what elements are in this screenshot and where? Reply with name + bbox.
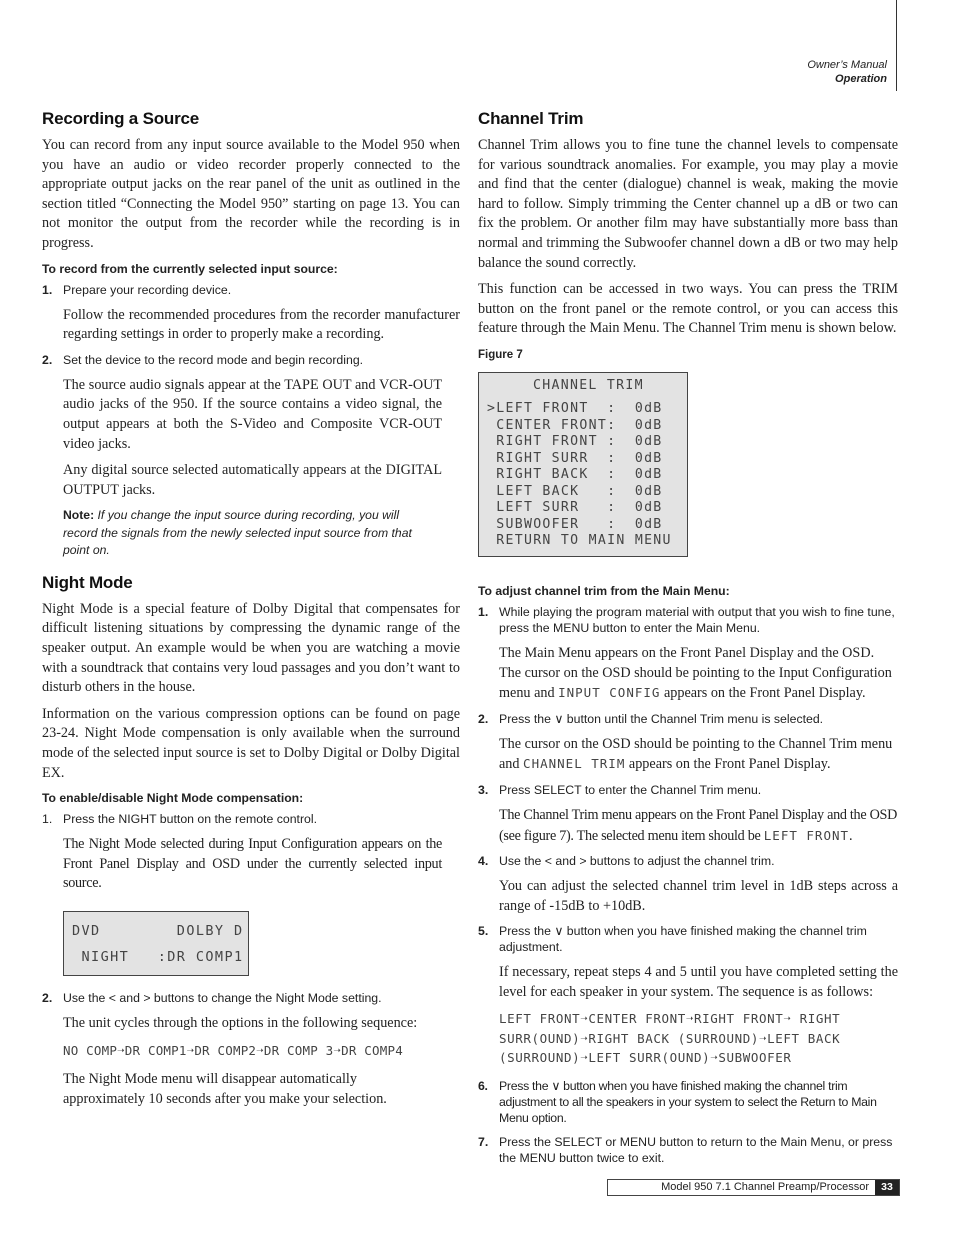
night-subhead: To enable/disable Night Mode compensation:	[42, 791, 304, 806]
trim-step-3-detail: The Channel Trim menu appears on the Front Panel Display and the OSD (see figure 7). The selected menu item should be LEFT FRONT.	[499, 806, 898, 844]
display-title: CHANNEL TRIM	[533, 377, 644, 393]
step-number: 1.	[42, 282, 53, 297]
step-text: Press the SELECT or MENU button to return to the Main Menu, or press the MENU button twice to exit.	[499, 1134, 893, 1165]
recording-intro: You can record from any input source available to the Model 950 when you have an audio or video recorder properly connected to the appropriate output jacks on the rear panel of the unit as outlined in the section titled “Connecting the Model 950” starting on page 13. You can not monitor the output from the recorder while the recording is in progress.	[42, 137, 460, 251]
display-line: DVD DOLBY D	[72, 922, 244, 939]
display-line: NIGHT :DR COMP1	[72, 948, 244, 965]
display-line: RETURN TO MAIN MENU	[487, 533, 672, 549]
night-intro: Night Mode is a special feature of Dolby Digital that compensates for difficult listening situations by compressing the dynamic range of the speaker output. An example would be when you are watching a movie with a soundtrack that contains very loud passages and you don’t want to disturb others in the house.	[42, 600, 460, 696]
header-rule	[896, 0, 897, 91]
input-config-mono: INPUT CONFIG	[558, 685, 661, 701]
trim-step-7	[478, 1134, 898, 1166]
recording-step-1-detail: Follow the recommended procedures from the recorder manufacturer regarding settings in order to properly make a recording.	[63, 306, 460, 343]
step-number: 4.	[478, 854, 489, 869]
recording-step-1	[42, 282, 460, 298]
night-step-2	[42, 990, 460, 1006]
left-front-mono: LEFT FRONT	[763, 827, 850, 843]
speaker-sequence: LEFT FRONT➝CENTER FRONT➝RIGHT FRONT➝ RIGHT SURR(OUND)➝RIGHT BACK (SURROUND)➝LEFT BACK (SURROUND)➝LEFT SURR(OUND)➝SUBWOOFER	[499, 1011, 841, 1066]
channel-trim-access: This function can be accessed in two ways. You can press the TRIM button on the front panel or the remote control, or you can access this feature through the Main Menu. The Channel Trim menu is shown below.	[478, 281, 898, 337]
channel-trim-mono: CHANNEL TRIM	[523, 756, 626, 772]
trim-step-2-detail: The cursor on the OSD should be pointing to the Channel Trim menu and CHANNEL TRIM appears on the Front Panel Display.	[499, 735, 893, 773]
display-line: LEFT BACK : 0dB	[487, 483, 663, 499]
step-text: Set the device to the record mode and begin recording.	[63, 352, 364, 367]
step-text: Use the < and > buttons to change the Night Mode setting.	[63, 990, 382, 1005]
step-number: 1.	[478, 604, 489, 619]
step-text: Press the ∨ button when you have finished making the channel trim adjustment.	[499, 924, 867, 955]
step-number: 1.	[42, 812, 53, 827]
channel-trim-display	[478, 372, 688, 557]
step-text: Press SELECT to enter the Channel Trim menu.	[499, 782, 762, 797]
display-line: RIGHT FRONT : 0dB	[487, 434, 663, 450]
header-manual: Owner’s Manual	[807, 59, 887, 71]
step-number: 7.	[478, 1134, 489, 1149]
channel-trim-heading: Channel Trim	[478, 109, 584, 128]
note-label: Note:	[63, 508, 95, 523]
step-number: 6.	[478, 1078, 488, 1093]
trim-step-4-detail: You can adjust the selected channel trim level in 1dB steps across a range of -15dB to +10dB.	[499, 878, 898, 914]
night-mode-heading: Night Mode	[42, 572, 133, 592]
step-number: 2.	[42, 990, 53, 1005]
step-text: Press the ∨ button when you have finished making the channel trim adjustment to all the speakers in your system to select the Return to Main Menu option.	[499, 1078, 877, 1125]
night-info: Information on the various compression options can be found on page 23-24. Night Mode compensation is only available when the surround mode of the selected input source is set to Dolby Digital or Dolby Digital EX.	[42, 705, 460, 781]
page-number: 33	[875, 1180, 899, 1195]
step-number: 2.	[478, 711, 489, 726]
note-text: If you change the input source during recording, you will record the signals from the newly selected input source from that point on.	[63, 508, 412, 558]
display-line: RIGHT SURR : 0dB	[487, 450, 663, 466]
step-number: 2.	[42, 352, 53, 367]
step-text: Prepare your recording device.	[63, 282, 232, 297]
display-line: SUBWOOFER : 0dB	[487, 516, 663, 532]
step-number: 5.	[478, 924, 489, 939]
trim-step-1-detail: The Main Menu appears on the Front Panel Display and the OSD. The cursor on the OSD should be pointing to the Input Configuration menu and INPUT CONFIG appears on the Front Panel Display.	[499, 644, 892, 702]
channel-trim-intro: Channel Trim allows you to fine tune the channel levels to compensate for various soundtrack anomalies. For example, you may play a movie and find that the center (dialogue) channel is weak, making the movie hard to follow. Simply trimming the Center channel up a dB or two can fix the problem. Or another film may have substantially more bass than normal and trimming the Subwoofer channel down a dB or two may help balance the sound correctly.	[478, 137, 898, 271]
header-section: Operation	[835, 73, 887, 85]
display-line: RIGHT BACK : 0dB	[487, 467, 663, 483]
step-text: Press the NIGHT button on the remote control.	[63, 812, 318, 827]
trim-step-5-detail: If necessary, repeat steps 4 and 5 until you have completed setting the level for each speaker in your system. The sequence is as follows:	[499, 964, 898, 1000]
left-column	[42, 108, 460, 1116]
recording-step-2-detail: The source audio signals appear at the TAPE OUT and VCR-OUT audio jacks of the 950. If the source contains a video signal, the output appears at both the S-Video and Composite VCR-OUT video jacks.	[63, 376, 442, 452]
figure-label: Figure 7	[478, 348, 523, 361]
step-text: Press the ∨ button until the Channel Trim menu is selected.	[499, 711, 824, 726]
channel-trim-subhead: To adjust channel trim from the Main Menu:	[478, 583, 730, 598]
recording-note	[63, 507, 442, 560]
digital-output-mono: DIGITAL OUTPUT	[63, 462, 442, 498]
night-mode-display	[63, 911, 249, 976]
trim-step-3	[478, 782, 898, 798]
running-header	[807, 58, 887, 86]
night-step-1-detail: The Night Mode selected during Input Configuration appears on the Front Panel Display and OSD under the currently selected input source.	[63, 836, 442, 892]
right-column	[478, 108, 898, 1174]
display-line: >LEFT FRONT : 0dB	[487, 401, 663, 417]
digital-output-text: Any digital source selected automatically appears at the DIGITAL OUTPUT jacks.	[63, 462, 442, 498]
footer-title: Model 950 7.1 Channel Preamp/Processor	[661, 1181, 869, 1193]
step-text: While playing the program material with output that you wish to fine tune, press the MENU button to enter the Main Menu.	[499, 604, 895, 635]
recording-subhead: To record from the currently selected input source:	[42, 261, 338, 276]
trim-step-2	[478, 711, 898, 727]
night-step-1	[42, 811, 460, 827]
recording-heading: Recording a Source	[42, 109, 199, 128]
display-line: CENTER FRONT: 0dB	[487, 417, 663, 433]
trim-step-1	[478, 604, 898, 636]
trim-step-6	[478, 1078, 898, 1126]
step-number: 3.	[478, 782, 489, 797]
night-cycle-text: The unit cycles through the options in the following sequence:	[63, 1014, 418, 1031]
display-line: LEFT SURR : 0dB	[487, 500, 663, 516]
step-text: Use the < and > buttons to adjust the channel trim.	[499, 854, 775, 869]
night-sequence: NO COMP➝DR COMP1➝DR COMP2➝DR COMP 3➝DR COMP4	[63, 1042, 403, 1058]
trim-step-4	[478, 853, 898, 869]
page-footer	[607, 1179, 900, 1196]
recording-step-2	[42, 352, 460, 368]
trim-step-5	[478, 923, 898, 955]
night-closing: The Night Mode menu will disappear automatically approximately 10 seconds after you make your selection.	[63, 1071, 387, 1107]
